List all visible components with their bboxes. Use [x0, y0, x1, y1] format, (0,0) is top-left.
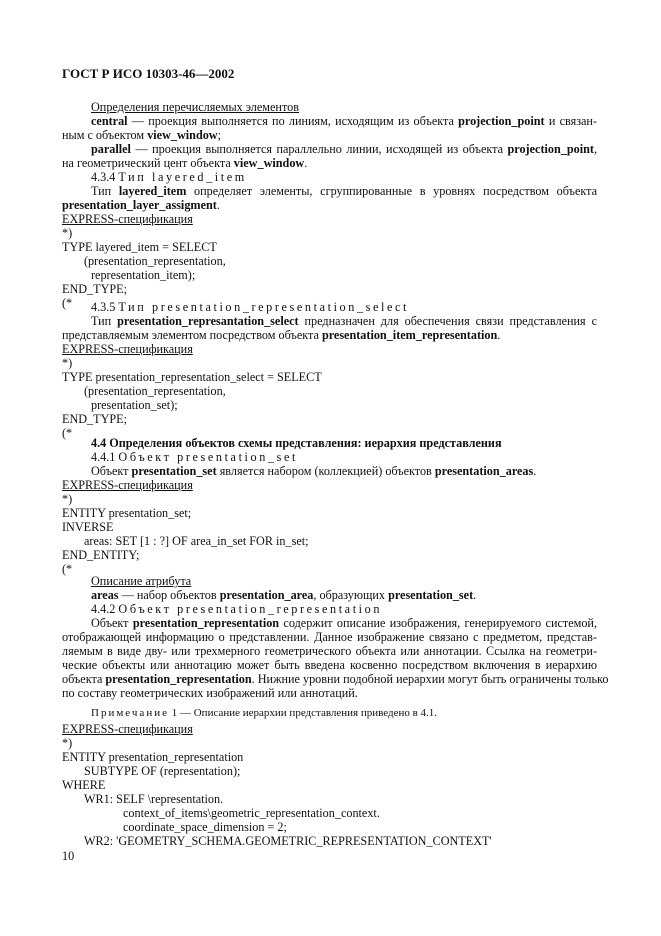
- paragraph-line: Объект presentation_representation содержит описание изображения, генерируемого системой,: [91, 616, 598, 630]
- paragraph-line: представляемым элементом посредством объекта presentation_item_representation.: [62, 328, 501, 342]
- code-line: SUBTYPE OF (representation);: [84, 764, 241, 778]
- document-header: ГОСТ Р ИСО 10303-46—2002: [62, 66, 235, 81]
- code-line: *): [62, 356, 73, 370]
- code-line: (*: [62, 562, 73, 576]
- attribute-description-label: Описание атрибута: [91, 574, 192, 588]
- paragraph-line: ным с объектом view_window;: [62, 128, 222, 142]
- code-line: (*: [62, 296, 73, 310]
- section-heading: 4.4.1 Объект presentation_set: [91, 450, 298, 464]
- section-heading: 4.3.4 Тип layered_item: [91, 170, 247, 184]
- paragraph-line: Тип presentation_represantation_select предназначен для обеспечения связи представления с: [91, 314, 597, 328]
- paragraph-line: presentation_layer_assigment.: [62, 198, 220, 212]
- paragraph-line: ческие объекты или аннотацию может быть введена косвенно посредством включения в иерархию: [62, 658, 597, 672]
- express-spec-label: EXPRESS-спецификация: [62, 342, 193, 356]
- code-line: *): [62, 492, 73, 506]
- page-number: 10: [62, 849, 75, 863]
- paragraph-line: Тип layered_item определяет элементы, сгруппированные в уровнях посредством объекта: [91, 184, 597, 198]
- paragraph-line: на геометрический цент объекта view_window.: [62, 156, 308, 170]
- paragraph-line: объекта presentation_representation. Нижние уровни подобной иерархии могут быть ограничены только: [62, 672, 609, 686]
- section-subheading: Определения перечисляемых элементов: [91, 100, 299, 114]
- code-line: ENTITY presentation_set;: [62, 506, 192, 520]
- code-line: (*: [62, 426, 73, 440]
- code-line: areas: SET [1 : ?] OF area_in_set FOR in_set;: [84, 534, 309, 548]
- code-line: WR2: 'GEOMETRY_SCHEMA.GEOMETRIC_REPRESENTATION_CONTEXT': [84, 834, 492, 848]
- section-heading: 4.4.2 Объект presentation_representation: [91, 602, 383, 616]
- code-line: END_TYPE;: [62, 412, 127, 426]
- express-spec-label: EXPRESS-спецификация: [62, 722, 193, 736]
- section-heading: 4.4 Определения объектов схемы представления: иерархия представления: [91, 436, 502, 450]
- code-line: TYPE presentation_representation_select = SELECT: [62, 370, 322, 384]
- paragraph-line: по составу геометрических изображений или аннотаций.: [62, 686, 358, 700]
- section-heading: 4.3.5 Тип presentation_representation_select: [91, 300, 409, 314]
- code-line: WR1: SELF \representation.: [84, 792, 224, 806]
- code-line: END_ENTITY;: [62, 548, 140, 562]
- note: Примечание 1 — Описание иерархии представления приведено в 4.1.: [91, 707, 438, 719]
- code-line: representation_item);: [91, 268, 196, 282]
- paragraph-line: central — проекция выполняется по линиям, исходящим из объекта projection_point и связан-: [91, 114, 597, 128]
- code-line: (presentation_representation,: [84, 384, 226, 398]
- code-line: coordinate_space_dimension = 2;: [123, 820, 287, 834]
- paragraph-line: Объект presentation_set является набором (коллекцией) объектов presentation_areas.: [91, 464, 537, 478]
- paragraph-line: areas — набор объектов presentation_area, образующих presentation_set.: [91, 588, 477, 602]
- code-line: END_TYPE;: [62, 282, 127, 296]
- paragraph-line: parallel — проекция выполняется параллельно линии, исходящей из объекта projection_point,: [91, 142, 597, 156]
- express-spec-label: EXPRESS-спецификация: [62, 212, 193, 226]
- code-line: (presentation_representation,: [84, 254, 226, 268]
- code-line: *): [62, 736, 73, 750]
- paragraph-line: отображающей информацию о представлении. Данное изображение связано с предметом, представ-: [62, 630, 597, 644]
- code-line: ENTITY presentation_representation: [62, 750, 244, 764]
- express-spec-label: EXPRESS-спецификация: [62, 478, 193, 492]
- code-line: context_of_items\geometric_representation_context.: [123, 806, 380, 820]
- code-line: presentation_set);: [91, 398, 178, 412]
- code-line: INVERSE: [62, 520, 114, 534]
- code-line: TYPE layered_item = SELECT: [62, 240, 217, 254]
- code-line: WHERE: [62, 778, 106, 792]
- paragraph-line: ляемым в виде дву- или трехмерного геометрического объекта или аннотации. Ссылка на геометри-: [62, 644, 597, 658]
- code-line: *): [62, 226, 73, 240]
